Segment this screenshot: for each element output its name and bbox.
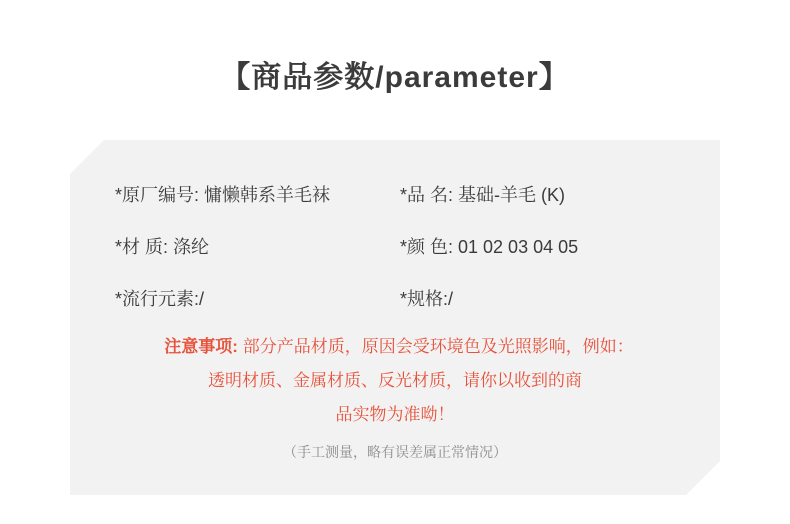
notice-line-2: 透明材质、金属材质、反光材质，请你以收到的商: [208, 371, 582, 390]
spec-product-name: *品 名: 基础-羊毛 (K): [400, 185, 565, 205]
table-row: [70, 272, 720, 324]
spec-trend-element: *流行元素:/: [115, 289, 205, 309]
notice-text-1: 部分产品材质，原因会受环境色及光照影响，例如：: [242, 337, 634, 356]
notice-label: 注意事项:: [164, 337, 238, 356]
spec-material: *材 质: 涤纶: [115, 237, 210, 257]
parameter-table: [70, 168, 720, 324]
spec-color: *颜 色: 01 02 03 04 05: [400, 237, 579, 257]
table-row: [70, 220, 720, 272]
table-row: [70, 168, 720, 220]
notice-block: [70, 330, 720, 432]
notice-line-3: 品实物为准呦！: [335, 405, 455, 424]
page-title: 【商品参数/parameter】: [220, 61, 570, 94]
measurement-footnote: （手工测量，略有误差属正常情况）: [283, 444, 507, 460]
spec-factory-code: *原厂编号: 慵懒韩系羊毛袜: [115, 185, 331, 205]
notice-line-1: [70, 330, 720, 364]
spec-size: *规格:/: [400, 289, 454, 309]
